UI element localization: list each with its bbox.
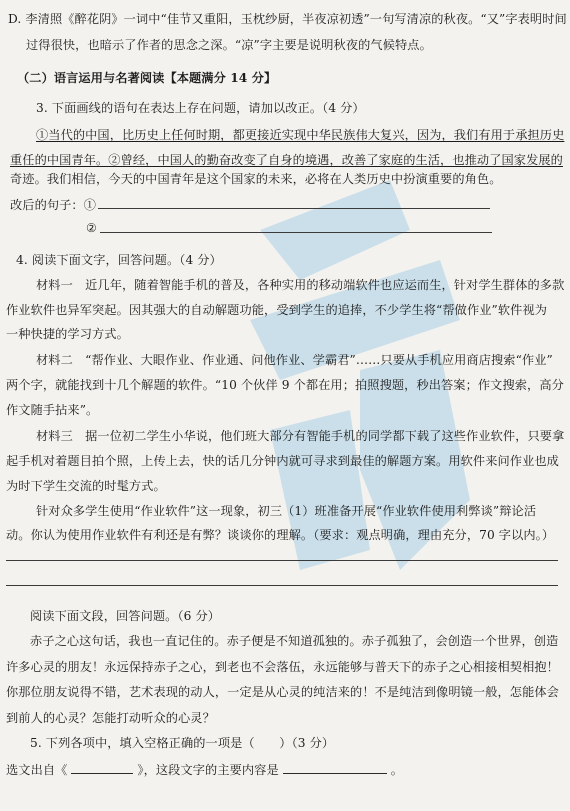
q4-task-line-2: 动。你认为使用作业软件有利还是有弊？谈谈你的理解。（要求：观点明确，理由充分，70 字以内。） [6,528,555,542]
material-3-line-3: 为时下学生交流的时髦方式。 [6,479,166,493]
q3-answer-label: 改后的句子：① [10,198,97,212]
q5-content-blank[interactable] [283,762,387,774]
q5-book-blank[interactable] [71,762,133,774]
q5-fill-middle: 》，这段文字的主要内容是 [137,763,279,777]
material-1-line-1: 材料一 近几年，随着智能手机的普及，各种实用的移动端软件也应运而生，针对学生群体的多款 [36,278,565,292]
q5-fill-line [6,762,403,778]
option-d-line-1: D. 李清照《醉花阴》一词中“佳节又重阳，玉枕纱厨，半夜凉初透”一句写清凉的秋夜。“又”字表明时间 [8,12,567,26]
material-1-line-3: 一种快捷的学习方式。 [6,327,129,341]
material-2-line-1: 材料二 “帮作业、大眼作业、作业通、问他作业、学霸君”……只要从手机应用商店搜索“作业” [36,353,553,367]
q4-task-line-1: 针对众多学生使用“作业软件”这一现象，初三（1）班准备开展“作业软件使用利弊谈”辩论活 [36,504,537,518]
q3-answer-line-2[interactable] [100,232,492,233]
passage-line-3: 你那位朋友说得不错，艺术表现的动人，一定是从心灵的纯洁来的！不是纯洁到像明镜一般，怎能体会 [6,685,559,699]
q3-title: 3. 下面画线的语句在表达上存在问题，请加以改正。（4 分） [36,101,365,115]
q3-passage-line-2: 重任的中国青年。②曾经，中国人的勤奋改变了自身的境遇，改善了家庭的生活，也推动了国家发展的 [10,153,563,167]
q4-answer-line-1[interactable] [6,560,558,561]
material-3-line-1: 材料三 据一位初二学生小华说，他们班大部分有智能手机的同学都下载了这些作业软件，只要拿 [36,429,565,443]
q5-title: 5. 下列各项中，填入空格正确的一项是（ ）（3 分） [30,736,335,750]
section-2-title: （二）语言运用与名著阅读【本题满分 14 分】 [17,71,277,85]
q5-fill-end: 。 [390,763,404,777]
option-d-line-2: 过得很快，也暗示了作者的思念之深。“凉”字主要是说明秋夜的气候特点。 [26,38,432,52]
material-2-line-3: 作文随手拈来”。 [6,403,99,417]
passage-line-4: 到前人的心灵？怎能打动听众的心灵？ [6,711,215,725]
material-1-line-2: 作业软件也异军突起。因其强大的自动解题功能，受到学生的追捧，不少学生将“帮做作业”软件视为 [6,303,548,317]
material-2-line-2: 两个字，就能找到十几个解题的软件。“10 个伙伴 9 个都在用；拍照搜题，秒出答案；作文搜索，高分 [6,378,564,392]
q3-answer-line-1[interactable] [98,208,490,209]
q3-passage-line-1: ①当代的中国，比历史上任何时期，都更接近实现中华民族伟大复兴，因为，我们有用于承担历史 [36,128,565,142]
passage-title: 阅读下面文段，回答问题。（6 分） [30,609,221,623]
q4-answer-line-2[interactable] [6,585,558,586]
q4-title: 4. 阅读下面文字，回答问题。（4 分） [16,253,222,267]
q5-fill-prefix: 选文出自《 [6,763,68,777]
q3-answer-2-label: ② [86,221,98,235]
passage-line-1: 赤子之心这句话，我也一直记住的。赤子便是不知道孤独的。赤子孤独了，会创造一个世界，创造 [30,634,559,648]
q3-passage-line-3: 奇迹。我们相信，今天的中国青年是这个国家的未来，必将在人类历史中扮演重要的角色。 [10,172,502,186]
material-3-line-2: 起手机对着题目拍个照，上传上去，快的话几分钟内就可寻求到最佳的解题方案。用软件来问作业也成 [6,454,559,468]
passage-line-2: 许多心灵的朋友！永远保持赤子之心，到老也不会落伍，永远能够与普天下的赤子之心相接相契相抱！ [6,660,559,674]
